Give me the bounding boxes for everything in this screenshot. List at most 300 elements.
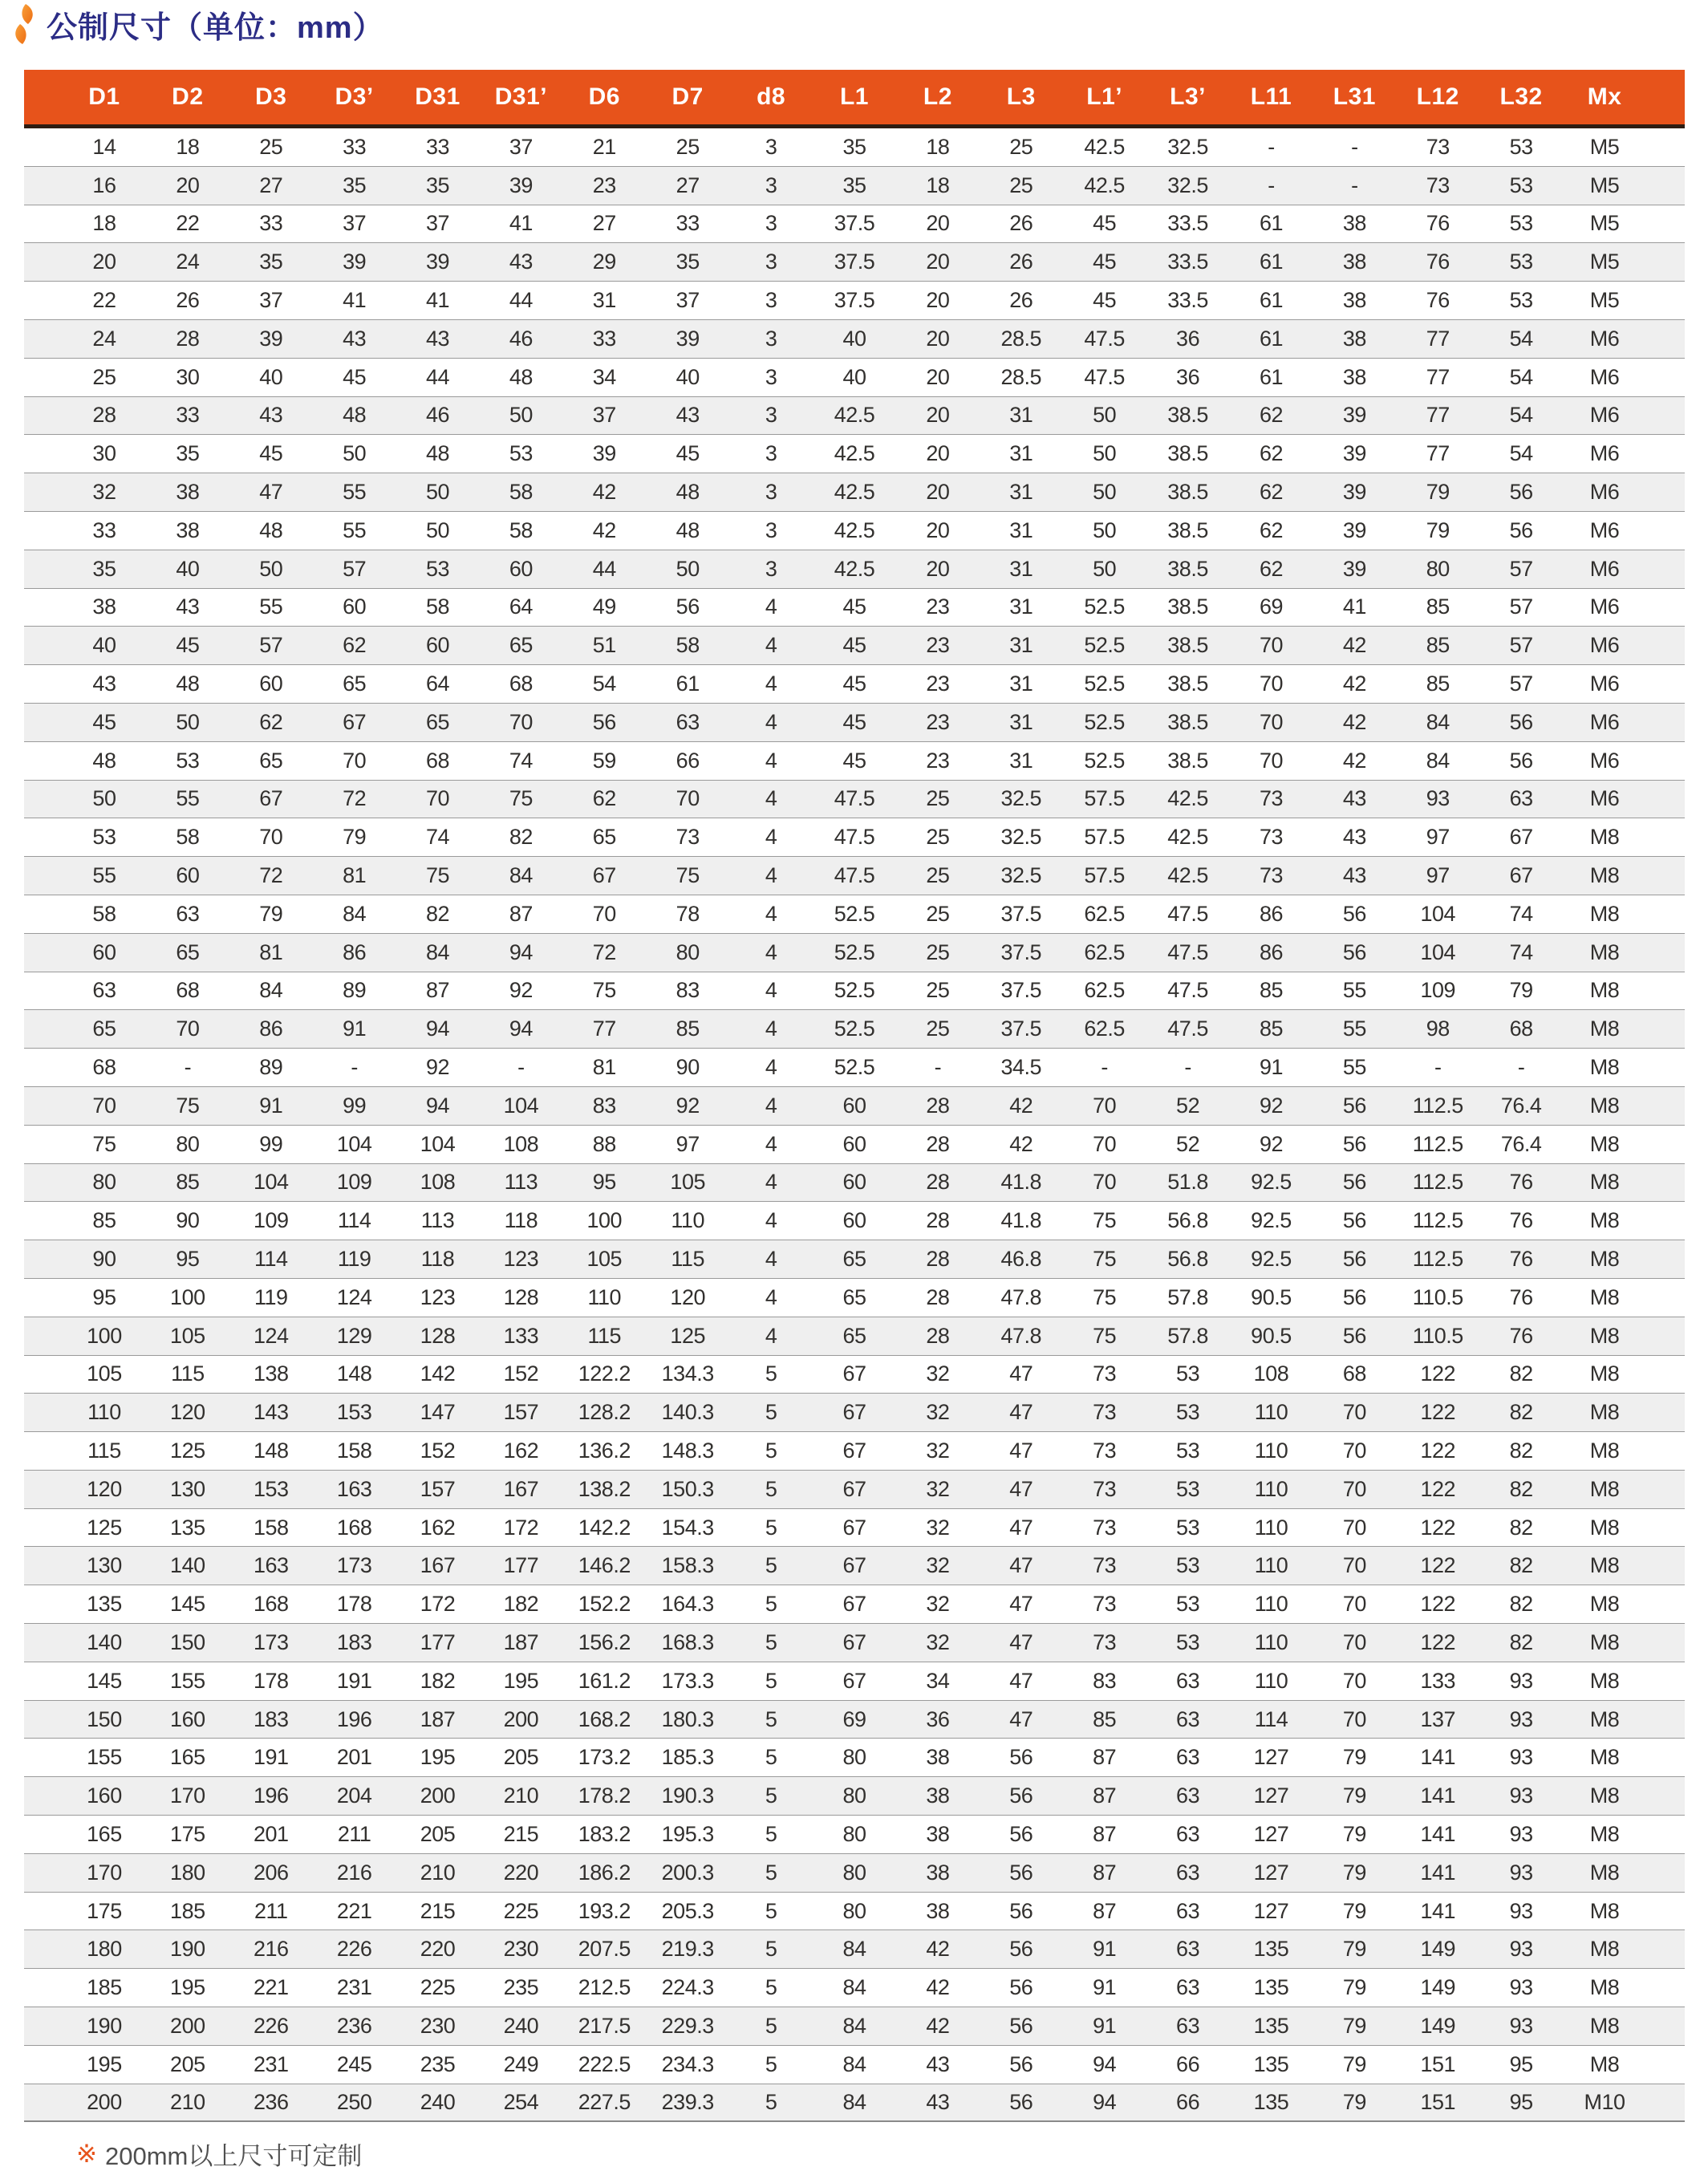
table-cell: 155 — [87, 1745, 122, 1770]
table-cell: 112.5 — [1412, 1208, 1463, 1233]
table-cell: 30 — [92, 441, 116, 466]
table-cell: 40 — [176, 556, 200, 581]
table-cell: 73 — [1259, 863, 1283, 888]
table-cell: 195 — [503, 1668, 539, 1693]
table-cell: 122 — [1420, 1553, 1456, 1578]
table-cell: 30 — [176, 364, 200, 389]
table-cell: 141 — [1420, 1898, 1456, 1923]
table-cell: 127 — [1253, 1860, 1289, 1885]
table-cell: 55 — [343, 517, 367, 542]
table-cell: 61 — [1259, 211, 1283, 236]
table-cell: 65 — [842, 1284, 866, 1309]
table-cell: 68 — [92, 1055, 116, 1080]
table-cell: 205 — [170, 2051, 205, 2076]
table-cell: 4 — [765, 633, 777, 658]
table-cell: 52.5 — [834, 978, 875, 1003]
table-cell: - — [1351, 134, 1358, 159]
table-cell: 165 — [170, 1745, 205, 1770]
table-cell: 74 — [509, 748, 533, 773]
table-cell: 81 — [592, 1055, 616, 1080]
table-cell: 48 — [675, 517, 700, 542]
table-cell: 58 — [176, 825, 200, 850]
table-cell: 145 — [170, 1592, 205, 1617]
table-cell: 79 — [1426, 480, 1450, 505]
table-cell: M8 — [1589, 1706, 1620, 1731]
table-cell: 32.5 — [1000, 786, 1042, 811]
table-cell: 57 — [1509, 672, 1533, 696]
table-cell: 104 — [420, 1131, 456, 1156]
table-cell: 32 — [926, 1553, 950, 1578]
table-cell: 35 — [675, 250, 700, 274]
table-cell: 150.3 — [661, 1476, 714, 1501]
table-cell: 70 — [426, 786, 450, 811]
table-cell: 84 — [343, 901, 367, 926]
table-cell: 47.8 — [1000, 1323, 1042, 1348]
table-cell: 43 — [1342, 863, 1366, 888]
table-cell: 37.5 — [1000, 1016, 1042, 1041]
table-cell: 196 — [253, 1783, 289, 1808]
table-cell: 76 — [1509, 1284, 1533, 1309]
table-cell: 4 — [765, 939, 777, 964]
table-cell: 80 — [842, 1745, 866, 1770]
table-cell: 34 — [592, 364, 616, 389]
table-cell: M8 — [1589, 1745, 1620, 1770]
table-cell: 250 — [336, 2090, 372, 2115]
table-row — [24, 1547, 1685, 1585]
table-cell: 167 — [420, 1553, 456, 1578]
table-cell: 38 — [92, 594, 116, 619]
table-cell: M8 — [1589, 825, 1620, 850]
table-cell: 130 — [87, 1553, 122, 1578]
table-cell: 73 — [1093, 1361, 1117, 1386]
table-cell: 85 — [1426, 672, 1450, 696]
table-cell: 239.3 — [661, 2090, 714, 2115]
table-cell: 28 — [926, 1208, 950, 1233]
table-cell: 48 — [259, 517, 283, 542]
table-cell: 68 — [509, 672, 533, 696]
table-cell: 31 — [1009, 594, 1033, 619]
table-cell: 81 — [259, 939, 283, 964]
table-cell: 63 — [1176, 1821, 1200, 1846]
table-cell: 33 — [592, 326, 616, 351]
table-cell: 151 — [1420, 2051, 1456, 2076]
table-cell: 47 — [1009, 1592, 1033, 1617]
table-cell: 108 — [503, 1131, 539, 1156]
table-row — [24, 1739, 1685, 1777]
table-cell: 75 — [1093, 1284, 1117, 1309]
table-cell: 75 — [1093, 1323, 1117, 1348]
table-cell: 84 — [842, 2013, 866, 2038]
table-cell: 135 — [170, 1515, 205, 1540]
table-cell: 63 — [92, 978, 116, 1003]
table-cell: 75 — [176, 1093, 200, 1118]
table-cell: 148 — [336, 1361, 372, 1386]
table-cell: 42.5 — [1167, 825, 1208, 850]
table-cell: 210 — [420, 1860, 456, 1885]
table-cell: 53 — [509, 441, 533, 466]
table-cell: 43 — [926, 2051, 950, 2076]
table-cell: 31 — [1009, 480, 1033, 505]
table-cell: 112.5 — [1412, 1131, 1463, 1156]
table-cell: 42 — [592, 517, 616, 542]
table-cell: 93 — [1509, 1860, 1533, 1885]
table-cell: 56 — [1009, 1860, 1033, 1885]
table-cell: 55 — [1342, 978, 1366, 1003]
table-cell: 5 — [765, 1821, 777, 1846]
table-cell: 92.5 — [1251, 1208, 1292, 1233]
table-row — [24, 1049, 1685, 1087]
table-cell: 39 — [1342, 441, 1366, 466]
table-cell: 36 — [926, 1706, 950, 1731]
table-cell: 231 — [253, 2051, 289, 2076]
table-cell: 56 — [1509, 709, 1533, 734]
table-cell: 200.3 — [661, 1860, 714, 1885]
table-cell: 25 — [926, 901, 950, 926]
table-cell: 84 — [842, 1937, 866, 1962]
table-cell: 122 — [1420, 1361, 1456, 1386]
table-cell: 53 — [1509, 250, 1533, 274]
table-row — [24, 1432, 1685, 1471]
table-cell: 93 — [1509, 1898, 1533, 1923]
table-cell: 83 — [675, 978, 700, 1003]
table-cell: 43 — [176, 594, 200, 619]
table-cell: 47.5 — [1167, 939, 1208, 964]
table-cell: 45 — [92, 709, 116, 734]
table-cell: 73 — [1093, 1476, 1117, 1501]
table-row — [24, 1010, 1685, 1049]
table-cell: 43 — [426, 326, 450, 351]
table-cell: M6 — [1589, 594, 1620, 619]
table-cell: 56 — [1009, 1821, 1033, 1846]
table-cell: 45 — [176, 633, 200, 658]
table-cell: 63 — [1176, 1860, 1200, 1885]
table-cell: 47.5 — [1084, 364, 1125, 389]
table-cell: 76 — [1509, 1170, 1533, 1195]
table-cell: 44 — [509, 288, 533, 313]
table-cell: 77 — [592, 1016, 616, 1041]
table-cell: M8 — [1589, 2013, 1620, 2038]
table-cell: 4 — [765, 594, 777, 619]
table-cell: 186.2 — [578, 1860, 631, 1885]
table-cell: 76.4 — [1500, 1131, 1542, 1156]
table-cell: 122 — [1420, 1629, 1456, 1654]
page-title: 公制尺寸（单位：mm） — [47, 10, 384, 45]
table-row — [24, 1471, 1685, 1509]
table-cell: 170 — [87, 1860, 122, 1885]
table-cell: 177 — [420, 1629, 456, 1654]
table-cell: 33 — [176, 403, 200, 428]
table-cell: 42.5 — [1084, 172, 1125, 197]
table-cell: 182 — [503, 1592, 539, 1617]
table-cell: 91 — [343, 1016, 367, 1041]
table-cell: 76 — [1509, 1208, 1533, 1233]
table-cell: 53 — [1176, 1438, 1200, 1463]
table-cell: 65 — [426, 709, 450, 734]
table-cell: 42.5 — [834, 517, 875, 542]
table-cell: 65 — [842, 1323, 866, 1348]
table-cell: 37.5 — [1000, 978, 1042, 1003]
table-cell: 138.2 — [578, 1476, 631, 1501]
table-cell: 76 — [1426, 250, 1450, 274]
table-cell: 45 — [842, 748, 866, 773]
table-row — [24, 359, 1685, 397]
table-cell: 28 — [926, 1093, 950, 1118]
table-cell: 79 — [343, 825, 367, 850]
table-cell: 40 — [842, 326, 866, 351]
table-cell: 80 — [176, 1131, 200, 1156]
table-cell: M6 — [1589, 364, 1620, 389]
table-cell: 56 — [1342, 1170, 1366, 1195]
table-cell: 50 — [1093, 480, 1117, 505]
table-cell: 46 — [426, 403, 450, 428]
table-cell: 226 — [336, 1937, 372, 1962]
table-cell: 38.5 — [1167, 480, 1208, 505]
table-cell: 167 — [503, 1476, 539, 1501]
table-cell: 50 — [1093, 403, 1117, 428]
table-cell: 135 — [1253, 2051, 1289, 2076]
table-cell: 53 — [1176, 1361, 1200, 1386]
table-cell: 178 — [253, 1668, 289, 1693]
table-cell: 56 — [1009, 1745, 1033, 1770]
table-cell: 4 — [765, 786, 777, 811]
table-cell: 63 — [1176, 1783, 1200, 1808]
column-header: D31 — [415, 83, 460, 110]
table-cell: 79 — [259, 901, 283, 926]
table-cell: 55 — [1342, 1055, 1366, 1080]
table-cell: 178 — [336, 1592, 372, 1617]
table-cell: 18 — [92, 211, 116, 236]
table-cell: 70 — [1093, 1131, 1117, 1156]
table-cell: 100 — [170, 1284, 205, 1309]
table-row — [24, 1240, 1685, 1279]
table-cell: 66 — [1176, 2051, 1200, 2076]
table-cell: 173 — [336, 1553, 372, 1578]
table-cell: 70 — [1342, 1629, 1366, 1654]
table-cell: 222.5 — [578, 2051, 631, 2076]
table-cell: 80 — [1426, 556, 1450, 581]
table-cell: 240 — [503, 2013, 539, 2038]
table-cell: 26 — [1009, 288, 1033, 313]
table-cell: M8 — [1589, 1361, 1620, 1386]
table-cell: 24 — [92, 326, 116, 351]
table-cell: 54 — [1509, 441, 1533, 466]
table-cell: 5 — [765, 1668, 777, 1693]
table-cell: 58 — [509, 480, 533, 505]
table-cell: 24 — [176, 250, 200, 274]
table-row — [24, 320, 1685, 359]
table-cell: 26 — [1009, 250, 1033, 274]
table-cell: 47 — [259, 480, 283, 505]
table-cell: M8 — [1589, 1323, 1620, 1348]
table-cell: 23 — [926, 633, 950, 658]
table-cell: 110 — [1254, 1668, 1288, 1693]
table-cell: 86 — [259, 1016, 283, 1041]
table-cell: 42 — [1342, 748, 1366, 773]
table-cell: 215 — [503, 1821, 539, 1846]
table-cell: 48 — [343, 403, 367, 428]
table-cell: 67 — [842, 1553, 866, 1578]
table-cell: 4 — [765, 901, 777, 926]
table-cell: 86 — [343, 939, 367, 964]
table-cell: 104 — [253, 1170, 289, 1195]
table-cell: 94 — [426, 1016, 450, 1041]
table-cell: 146.2 — [578, 1553, 631, 1578]
table-cell: 42 — [1342, 633, 1366, 658]
table-row — [24, 1777, 1685, 1816]
table-cell: 84 — [426, 939, 450, 964]
table-cell: 55 — [92, 863, 116, 888]
table-cell: 95 — [1509, 2090, 1533, 2115]
table-cell: 93 — [1426, 786, 1450, 811]
table-cell: 105 — [170, 1323, 205, 1348]
table-cell: 133 — [1420, 1668, 1456, 1693]
table-cell: 195 — [87, 2051, 122, 2076]
table-cell: 41.8 — [1000, 1170, 1042, 1195]
column-header: L1 — [839, 83, 869, 110]
table-cell: 254 — [503, 2090, 539, 2115]
table-cell: 57.5 — [1084, 786, 1125, 811]
table-cell: 80 — [842, 1783, 866, 1808]
table-cell: 4 — [765, 1284, 777, 1309]
table-cell: 57.8 — [1167, 1323, 1208, 1348]
table-cell: 97 — [1426, 825, 1450, 850]
table-cell: 50 — [1093, 517, 1117, 542]
table-cell: 122.2 — [578, 1361, 631, 1386]
table-cell: 61 — [1259, 288, 1283, 313]
table-cell: 20 — [926, 480, 950, 505]
table-cell: 57 — [1509, 556, 1533, 581]
table-cell: 70 — [1342, 1476, 1366, 1501]
table-cell: 5 — [765, 1975, 777, 2000]
table-cell: 112.5 — [1412, 1247, 1463, 1271]
table-cell: 110 — [1254, 1400, 1288, 1425]
table-cell: 200 — [87, 2090, 122, 2115]
table-cell: 99 — [343, 1093, 367, 1118]
table-cell: 93 — [1509, 1975, 1533, 2000]
table-cell: 79 — [1342, 2051, 1366, 2076]
table-cell: 211 — [254, 1898, 288, 1923]
table-cell: 47 — [1009, 1553, 1033, 1578]
table-cell: 120 — [670, 1284, 705, 1309]
table-cell: 47.5 — [834, 863, 875, 888]
table-cell: 147 — [420, 1400, 456, 1425]
table-cell: 84 — [509, 863, 533, 888]
table-cell: 70 — [1259, 709, 1283, 734]
table-cell: 47 — [1009, 1438, 1033, 1463]
table-cell: 84 — [842, 2051, 866, 2076]
table-cell: 210 — [170, 2090, 205, 2115]
table-cell: 64 — [426, 672, 450, 696]
table-cell: 25 — [926, 978, 950, 1003]
table-cell: 119 — [254, 1284, 288, 1309]
table-cell: 82 — [1509, 1629, 1533, 1654]
table-cell: 75 — [592, 978, 616, 1003]
table-row — [24, 512, 1685, 550]
table-cell: 235 — [503, 1975, 539, 2000]
table-row — [24, 128, 1685, 167]
table-cell: 153 — [253, 1476, 289, 1501]
table-cell: 230 — [420, 2013, 456, 2038]
table-cell: 114 — [1254, 1706, 1288, 1731]
table-cell: M8 — [1589, 1438, 1620, 1463]
table-cell: 72 — [259, 863, 283, 888]
table-cell: 47.8 — [1000, 1284, 1042, 1309]
table-cell: 56 — [1009, 1783, 1033, 1808]
table-cell: 141 — [1420, 1783, 1456, 1808]
column-header: D1 — [88, 83, 120, 110]
table-cell: 62.5 — [1084, 901, 1125, 926]
table-row — [24, 665, 1685, 704]
table-cell: 23 — [926, 672, 950, 696]
table-cell: 20 — [926, 211, 950, 236]
table-cell: 5 — [765, 1629, 777, 1654]
table-cell: 56 — [1009, 2090, 1033, 2115]
table-cell: 211 — [337, 1821, 371, 1846]
table-cell: 43 — [343, 326, 367, 351]
table-cell: 141 — [1420, 1745, 1456, 1770]
table-cell: 65 — [842, 1247, 866, 1271]
table-cell: 84 — [1426, 709, 1450, 734]
table-cell: 249 — [503, 2051, 539, 2076]
table-cell: 162 — [420, 1515, 456, 1540]
table-cell: 33.5 — [1167, 288, 1208, 313]
table-cell: 62 — [592, 786, 616, 811]
table-cell: 190 — [170, 1937, 205, 1962]
table-cell: 122 — [1420, 1476, 1456, 1501]
table-cell: 25 — [92, 364, 116, 389]
table-cell: 47 — [1009, 1706, 1033, 1731]
table-cell: 73 — [1426, 172, 1450, 197]
table-cell: 62.5 — [1084, 939, 1125, 964]
column-header: L2 — [923, 83, 952, 110]
table-cell: 42 — [592, 480, 616, 505]
table-cell: M8 — [1589, 1208, 1620, 1233]
table-cell: 125 — [87, 1515, 122, 1540]
table-cell: 53 — [1509, 288, 1533, 313]
table-cell: 27 — [592, 211, 616, 236]
table-cell: 20 — [926, 441, 950, 466]
table-row — [24, 857, 1685, 895]
table-cell: 54 — [592, 672, 616, 696]
table-cell: 185 — [87, 1975, 122, 2000]
table-cell: M8 — [1589, 1170, 1620, 1195]
table-cell: 52.5 — [1084, 709, 1125, 734]
table-cell: 79 — [1342, 1821, 1366, 1846]
table-cell: 40 — [675, 364, 700, 389]
table-cell: 52.5 — [1084, 672, 1125, 696]
table-cell: 245 — [336, 2051, 372, 2076]
table-cell: 47.5 — [1167, 901, 1208, 926]
column-header: L32 — [1499, 83, 1543, 110]
table-cell: 60 — [259, 672, 283, 696]
table-cell: 143 — [253, 1400, 289, 1425]
table-cell: 47.5 — [834, 786, 875, 811]
table-cell: 56 — [1342, 1131, 1366, 1156]
table-cell: 183.2 — [578, 1821, 631, 1846]
table-cell: 168.3 — [661, 1629, 714, 1654]
table-cell: 51 — [592, 633, 616, 658]
table-cell: 35 — [92, 556, 116, 581]
table-cell: 51.8 — [1167, 1170, 1208, 1195]
table-cell: 60 — [426, 633, 450, 658]
table-cell: 32.5 — [1000, 825, 1042, 850]
table-cell: 47.5 — [834, 825, 875, 850]
table-row — [24, 435, 1685, 473]
table-cell: 5 — [765, 1937, 777, 1962]
table-cell: M8 — [1589, 2051, 1620, 2076]
table-row — [24, 972, 1685, 1011]
table-cell: 58 — [675, 633, 700, 658]
